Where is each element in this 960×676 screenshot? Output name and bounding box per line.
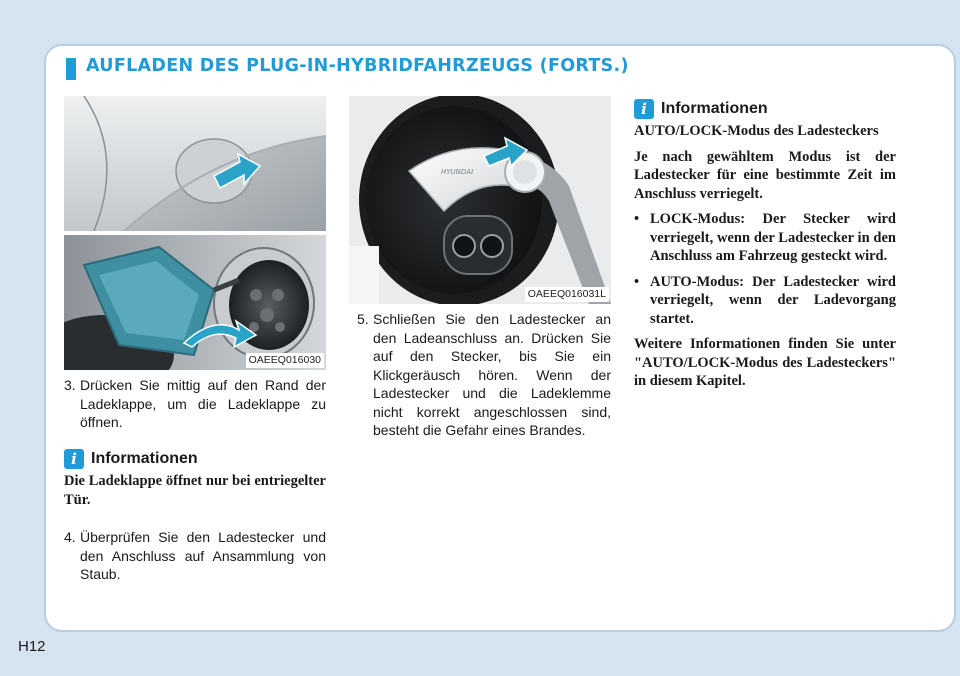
step-text: Schließen Sie den Ladestecker an den Ladeanschluss an. Drücken Sie auf den Stecker, bis Sie ein Klickgeräusch hören. Wenn der Ladestecker und die Ladeklemme nicht korrekt angeschlossen sind, besteht die Gefahr eines Brandes. [373,311,611,438]
bullet-text: LOCK-Modus: Der Stecker wird verriegelt, wenn der Ladestecker in den Anschluss am Fahrzeug gesteckt wird. [650,211,896,264]
bullet-dot: • [634,211,640,227]
figure-code: OAEEQ016030 [246,353,324,368]
photo-plug-insertion [349,96,611,304]
info-title: Informationen [91,450,198,467]
step-5 [357,310,611,440]
page-number: H12 [18,638,46,655]
step-text: Drücken Sie mittig auf den Rand der Ladeklappe, um die Ladeklappe zu öffnen. [80,377,326,430]
info-heading [634,99,768,119]
figure-code: OAEEQ016031L [525,287,609,302]
title-accent-bar [66,58,76,80]
bullet-dot: • [634,273,640,290]
step-number: 5. [357,311,369,327]
info-heading [64,449,198,469]
photo-charging-door-closed [64,96,326,231]
info-icon: i [634,99,654,119]
info-text [634,122,896,398]
info-footer: Weitere Informationen finden Sie unter "AUTO/LOCK-Modus des Ladesteckers" in diesem Kapitel. [634,336,896,389]
step-number: 3. [64,377,76,393]
info-bullet [634,273,896,329]
step-4 [64,528,326,584]
info-paragraph: Die Ladeklappe öffnet nur bei entriegelter Tür. [64,473,326,508]
step-3 [64,376,326,432]
bullet-text: AUTO-Modus: Der Ladestecker wird verriegelt, wenn der Ladevorgang startet. [650,273,896,327]
step-text: Überprüfen Sie den Ladestecker und den Anschluss auf Ansammlung von Staub. [80,529,326,582]
info-text [64,472,326,516]
photo-charging-door-open [64,235,326,370]
info-icon: i [64,449,84,469]
info-heading-text: AUTO/LOCK-Modus des Ladesteckers [634,123,879,139]
section-title: AUFLADEN DES PLUG-IN-HYBRIDFAHRZEUGS (FORTS.) [86,56,629,76]
info-bullet [634,210,896,266]
info-title: Informationen [661,100,768,117]
info-intro: Je nach gewähltem Modus ist der Ladestecker für eine bestimmte Zeit im Anschluss verriegelt. [634,148,896,202]
plug-brand-label: HYUNDAI [441,168,474,176]
step-number: 4. [64,529,76,545]
